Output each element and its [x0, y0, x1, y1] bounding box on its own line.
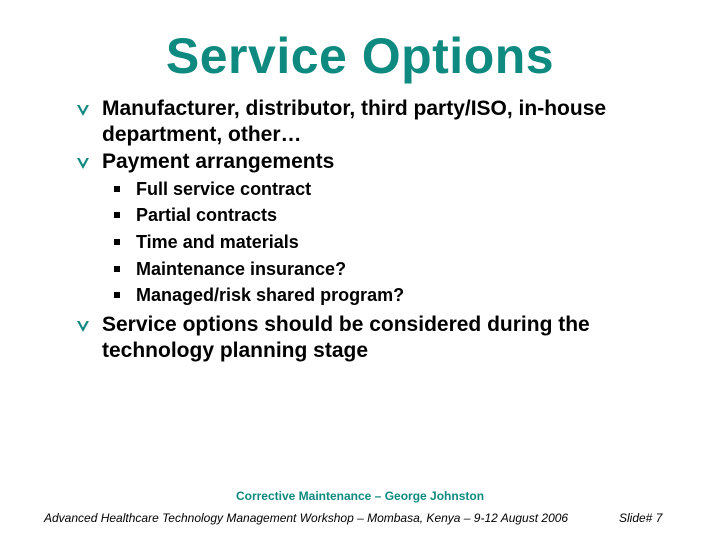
sub-bullet-text: Full service contract — [136, 179, 312, 199]
footer-author: Corrective Maintenance – George Johnston — [235, 489, 485, 503]
sub-bullet-item — [136, 204, 616, 226]
square-bullet-icon — [114, 292, 120, 298]
bullet-item — [102, 96, 662, 148]
sub-bullet-text: Partial contracts — [136, 205, 278, 225]
slide-title: Service Options — [165, 28, 555, 84]
footer-event: Advanced Healthcare Technology Management Workshop – Mombasa, Kenya – 9-12 August 2006 — [44, 511, 569, 525]
sub-bullet-item — [136, 284, 616, 306]
sub-bullet-item — [136, 178, 616, 200]
square-bullet-icon — [114, 212, 120, 218]
sub-bullet-text: Time and materials — [136, 232, 299, 252]
bullet-item — [102, 312, 632, 364]
checkmark-v-bullet-icon — [76, 156, 90, 170]
bullet-item — [102, 149, 662, 175]
square-bullet-icon — [114, 239, 120, 245]
checkmark-v-bullet-icon — [76, 319, 90, 333]
sub-bullet-text: Maintenance insurance? — [136, 259, 347, 279]
checkmark-v-bullet-icon — [76, 103, 90, 117]
bullet-text: Manufacturer, distributor, third party/ISO, in-house department, other… — [102, 97, 607, 146]
bullet-text: Service options should be considered during the technology planning stage — [102, 313, 590, 362]
sub-bullet-item — [136, 231, 616, 253]
bullet-text: Payment arrangements — [102, 150, 335, 173]
sub-bullet-item — [136, 258, 616, 280]
slide-number: Slide# 7 — [619, 511, 663, 525]
square-bullet-icon — [114, 266, 120, 272]
square-bullet-icon — [114, 186, 120, 192]
sub-bullet-text: Managed/risk shared program? — [136, 285, 405, 305]
